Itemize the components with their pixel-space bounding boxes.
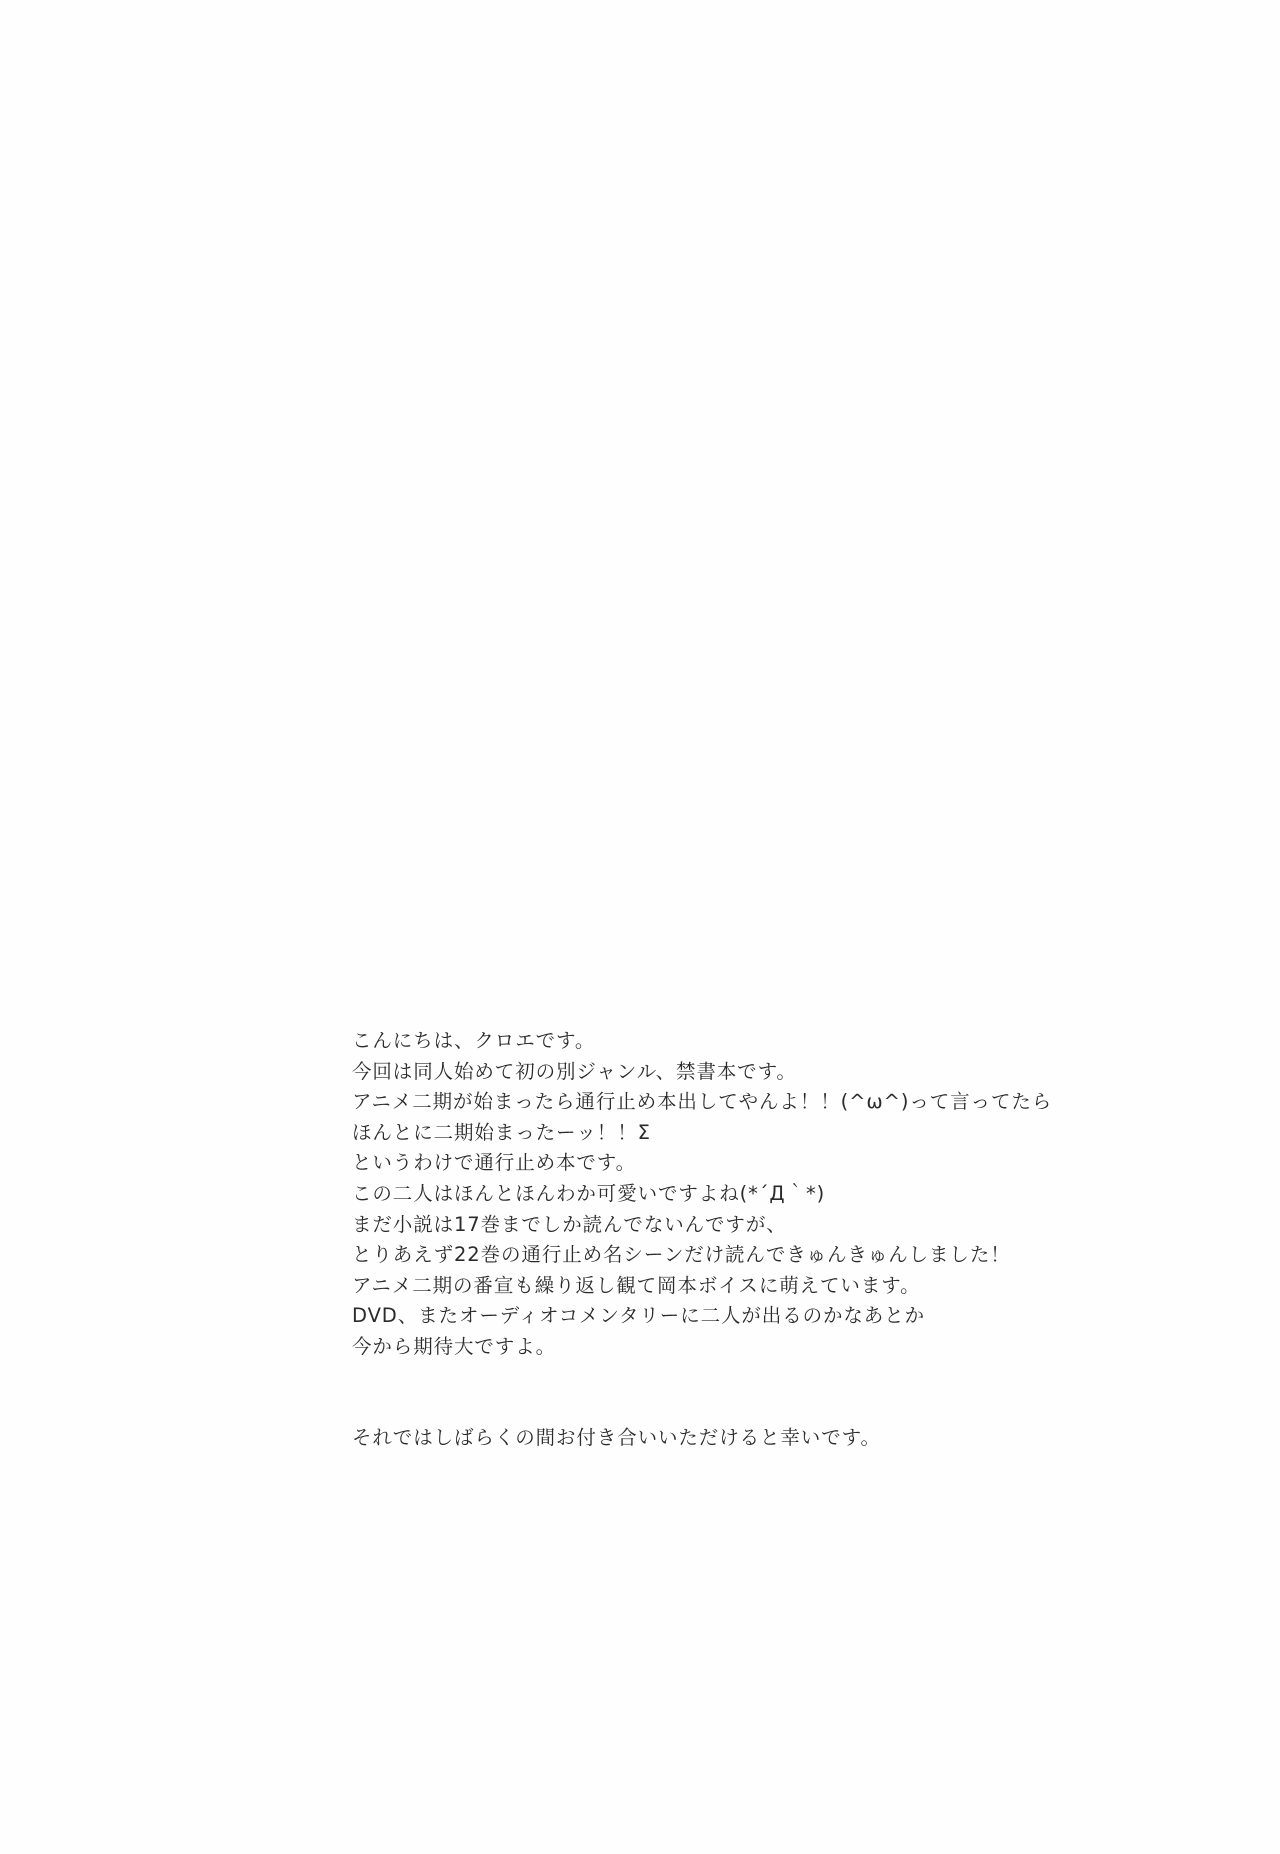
afterword-line: 今回は同人始めて初の別ジャンル、禁書本です。 [352,1059,797,1083]
afterword-line: というわけで通行止め本です。 [352,1151,637,1175]
afterword-line: アニメ二期の番宣も繰り返し観て岡本ボイスに萌えています。 [352,1273,921,1297]
afterword-line: アニメ二期が始まったら通行止め本出してやんよ！！(^ω^)って言ってたら [352,1090,1053,1114]
afterword-line: とりあえず22巻の通行止め名シーンだけ読んできゅんきゅんしました！ [352,1243,1011,1267]
afterword-line-spacer [352,1363,1052,1394]
afterword-closing-line: それではしばらくの間お付き合いいただけると幸いです。 [352,1426,881,1450]
afterword-line: DVD、またオーディオコメンタリーに二人が出るのかなあとか [352,1304,926,1328]
afterword-line: ほんとに二期始まったーッ！！Σ [352,1120,651,1144]
afterword-line: 今から期待大ですよ。 [352,1334,557,1358]
afterword-line: まだ小説は17巻までしか読んでないんですが、 [352,1212,787,1236]
afterword-text-block [352,1026,1052,1454]
afterword-line: この二人はほんとほんわか可愛いですよね(*´Д｀*) [352,1181,826,1205]
afterword-line: こんにちは、クロエです。 [352,1029,596,1052]
